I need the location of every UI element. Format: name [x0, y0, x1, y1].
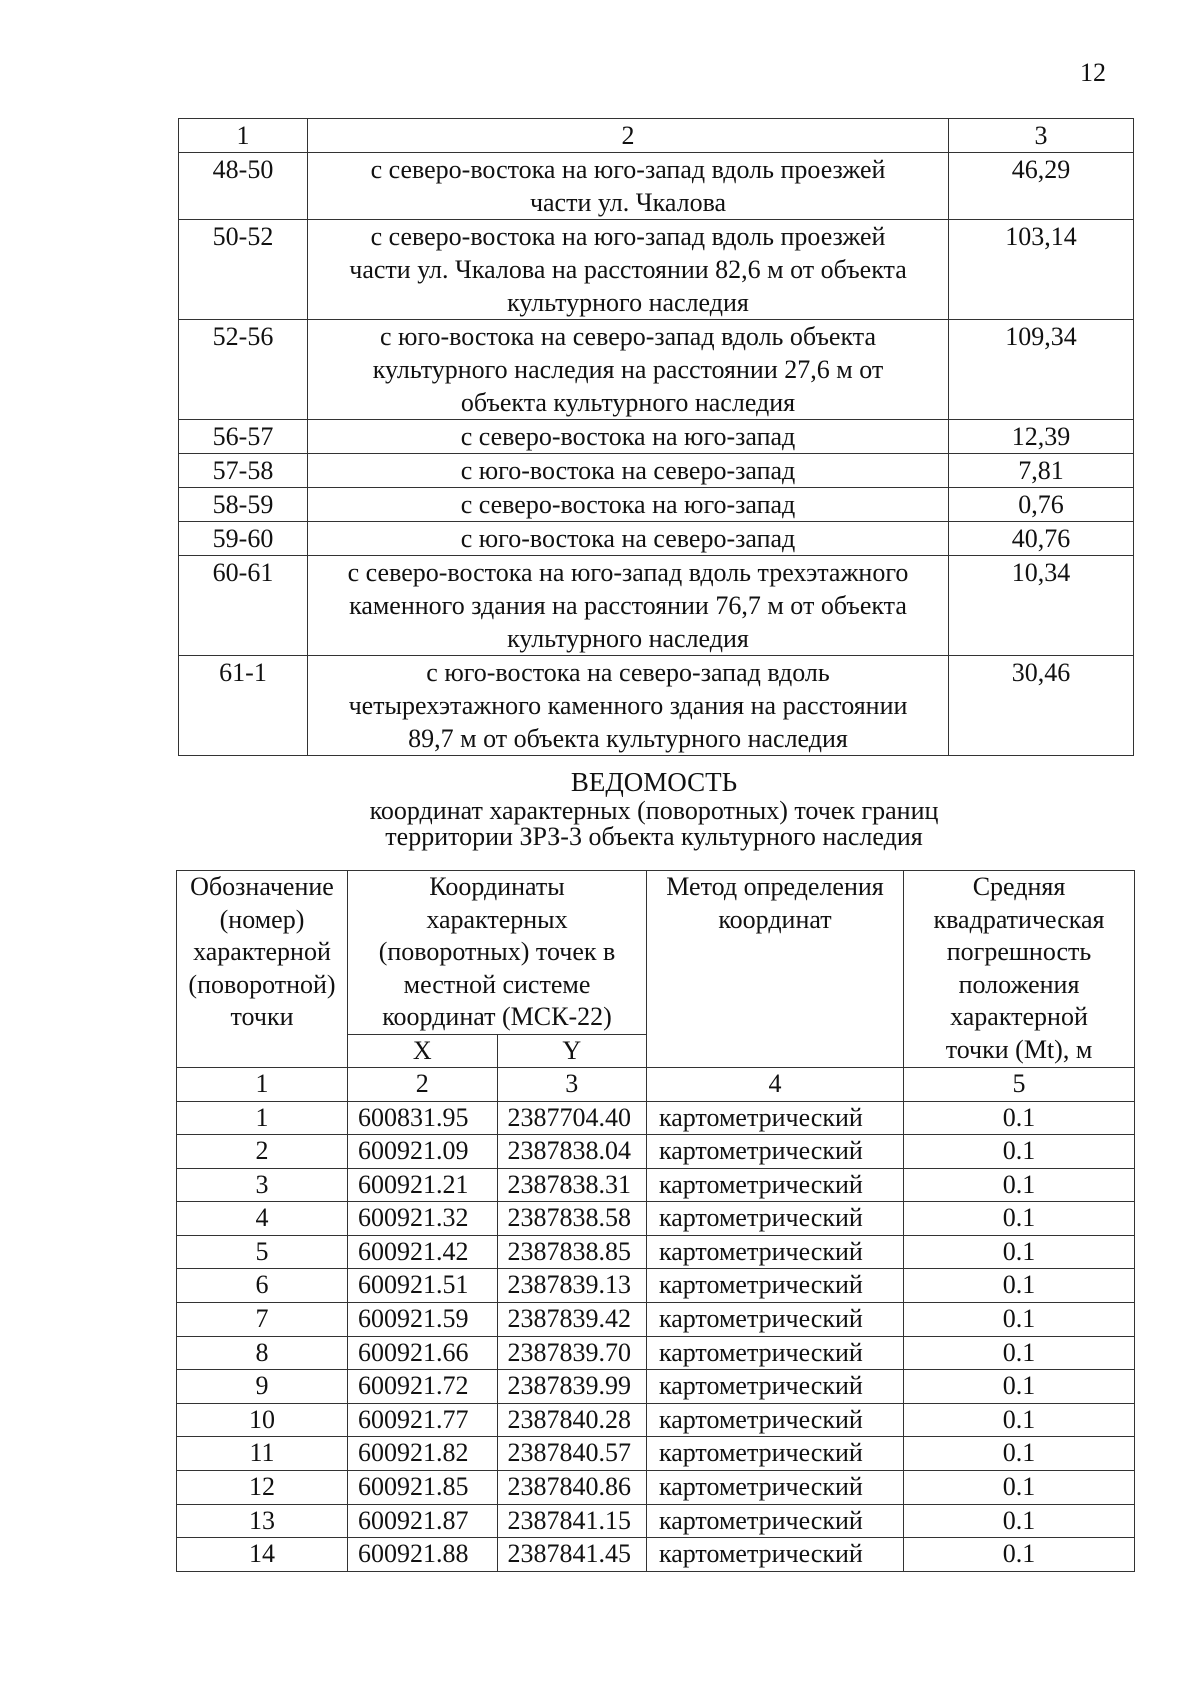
method-cell: картометрический	[647, 1168, 904, 1202]
error-cell: 0.1	[904, 1202, 1135, 1236]
length-cell: 40,76	[949, 522, 1134, 556]
x-coordinate-cell: 600921.32	[348, 1202, 498, 1236]
x-coordinate-cell: 600921.66	[348, 1336, 498, 1370]
segment-cell: 57-58	[179, 454, 308, 488]
error-cell: 0.1	[904, 1403, 1135, 1437]
description-line: с юго-востока на северо-запад вдоль объекта	[380, 322, 876, 351]
segment-cell: 50-52	[179, 220, 308, 320]
method-cell: картометрический	[647, 1202, 904, 1236]
point-cell: 12	[177, 1471, 348, 1505]
point-cell: 4	[177, 1202, 348, 1236]
length-cell: 30,46	[949, 656, 1134, 756]
x-coordinate-cell: 600921.51	[348, 1269, 498, 1303]
segment-cell: 59-60	[179, 522, 308, 556]
length-cell: 109,34	[949, 320, 1134, 420]
description-line: культурного наследия на расстоянии 27,6 м от	[372, 355, 884, 384]
table-row	[177, 1303, 1135, 1337]
x-coordinate-cell: 600921.85	[348, 1471, 498, 1505]
table-row	[177, 1504, 1135, 1538]
y-coordinate-cell: 2387841.45	[497, 1538, 647, 1572]
description-line: части ул. Чкалова	[529, 188, 727, 217]
table-row	[177, 1269, 1135, 1303]
header-line: точки (Mt), м	[945, 1034, 1093, 1064]
x-coordinate-cell: 600921.59	[348, 1303, 498, 1337]
description-line: с северо-востока на юго-запад вдоль проезжей	[370, 222, 886, 251]
table-row	[179, 522, 1134, 556]
table-row	[177, 1168, 1135, 1202]
header-line: погрешность	[946, 937, 1092, 966]
header-point-designation	[177, 871, 348, 1068]
point-cell: 7	[177, 1303, 348, 1337]
table-row	[179, 656, 1134, 756]
method-cell: картометрический	[647, 1101, 904, 1135]
error-cell: 0.1	[904, 1168, 1135, 1202]
column-header: 1	[179, 119, 308, 153]
description-line: 89,7 м от объекта культурного наследия	[408, 724, 848, 753]
error-cell: 0.1	[904, 1437, 1135, 1471]
segment-cell: 58-59	[179, 488, 308, 522]
header-line: координат	[718, 904, 832, 934]
description-line: с юго-востока на северо-запад вдоль	[426, 658, 830, 687]
table-row	[177, 1403, 1135, 1437]
error-cell: 0.1	[904, 1303, 1135, 1337]
error-cell: 0.1	[904, 1504, 1135, 1538]
description-line: культурного наследия	[507, 624, 749, 653]
description-line: с северо-востока на юго-запад вдоль проезжей	[370, 155, 886, 184]
table-row	[177, 1370, 1135, 1404]
segment-cell: 61-1	[179, 656, 308, 756]
coordinates-header-row	[177, 871, 1135, 1035]
y-coordinate-cell: 2387838.04	[497, 1135, 647, 1169]
description-cell	[308, 220, 949, 320]
error-cell: 0.1	[904, 1538, 1135, 1572]
table-row	[177, 1135, 1135, 1169]
point-cell: 6	[177, 1269, 348, 1303]
header-line: характерной	[193, 937, 331, 966]
method-cell: картометрический	[647, 1235, 904, 1269]
error-cell: 0.1	[904, 1235, 1135, 1269]
y-coordinate-cell: 2387704.40	[497, 1101, 647, 1135]
point-cell: 8	[177, 1336, 348, 1370]
description-line: культурного наследия	[507, 288, 749, 317]
method-cell: картометрический	[647, 1403, 904, 1437]
description-cell	[308, 320, 949, 420]
header-line: положения	[958, 969, 1080, 999]
description-line: с северо-востока на юго-запад	[460, 422, 796, 451]
x-coordinate-cell: 600831.95	[348, 1101, 498, 1135]
y-coordinate-cell: 2387839.13	[497, 1269, 647, 1303]
method-cell: картометрический	[647, 1370, 904, 1404]
point-cell: 10	[177, 1403, 348, 1437]
length-cell: 10,34	[949, 556, 1134, 656]
description-line: части ул. Чкалова на расстоянии 82,6 м от объекта	[349, 255, 907, 284]
segment-cell: 60-61	[179, 556, 308, 656]
method-cell: картометрический	[647, 1135, 904, 1169]
header-method	[647, 871, 904, 1068]
column-number: 2	[348, 1068, 498, 1102]
y-coordinate-cell: 2387840.57	[497, 1437, 647, 1471]
point-cell: 2	[177, 1135, 348, 1169]
table-row	[179, 320, 1134, 420]
column-header: 3	[949, 119, 1134, 153]
table-row	[177, 1471, 1135, 1505]
point-cell: 1	[177, 1101, 348, 1135]
statement-subtitle-line-2: территории ЗРЗ-3 объекта культурного наследия	[385, 822, 923, 851]
error-cell: 0.1	[904, 1370, 1135, 1404]
x-coordinate-cell: 600921.09	[348, 1135, 498, 1169]
error-cell: 0.1	[904, 1135, 1135, 1169]
method-cell: картометрический	[647, 1471, 904, 1505]
y-coordinate-cell: 2387838.85	[497, 1235, 647, 1269]
length-cell: 0,76	[949, 488, 1134, 522]
table-row	[179, 220, 1134, 320]
point-cell: 5	[177, 1235, 348, 1269]
x-coordinate-cell: 600921.72	[348, 1370, 498, 1404]
x-coordinate-cell: 600921.88	[348, 1538, 498, 1572]
method-cell: картометрический	[647, 1504, 904, 1538]
boundary-segments-table	[178, 118, 1134, 756]
column-numbers-row	[177, 1068, 1135, 1102]
error-cell: 0.1	[904, 1101, 1135, 1135]
error-cell: 0.1	[904, 1336, 1135, 1370]
x-coordinate-cell: 600921.21	[348, 1168, 498, 1202]
x-coordinate-cell: 600921.42	[348, 1235, 498, 1269]
description-line: четырехэтажного каменного здания на расстоянии	[348, 691, 908, 720]
y-coordinate-cell: 2387840.86	[497, 1471, 647, 1505]
coordinates-table	[176, 870, 1135, 1572]
statement-title: ВЕДОМОСТЬ	[570, 767, 738, 797]
table-header-row	[179, 119, 1134, 153]
header-mean-square-error	[904, 871, 1135, 1068]
y-coordinate-cell: 2387839.70	[497, 1336, 647, 1370]
segment-cell: 56-57	[179, 420, 308, 454]
y-coordinate-cell: 2387840.28	[497, 1403, 647, 1437]
table-row	[179, 420, 1134, 454]
description-cell	[308, 522, 949, 556]
table-row	[179, 454, 1134, 488]
method-cell: картометрический	[647, 1437, 904, 1471]
x-coordinate-cell: 600921.87	[348, 1504, 498, 1538]
table-row	[179, 153, 1134, 220]
description-cell	[308, 454, 949, 488]
error-cell: 0.1	[904, 1471, 1135, 1505]
length-cell: 46,29	[949, 153, 1134, 220]
description-cell	[308, 656, 949, 756]
column-number: 5	[904, 1068, 1135, 1102]
coordinates-body	[177, 1101, 1135, 1571]
method-cell: картометрический	[647, 1538, 904, 1572]
table-row	[179, 488, 1134, 522]
segment-cell: 52-56	[179, 320, 308, 420]
x-coordinate-cell: 600921.77	[348, 1403, 498, 1437]
header-line: Средняя	[972, 872, 1066, 901]
point-cell: 11	[177, 1437, 348, 1471]
header-y: Y	[497, 1034, 647, 1068]
header-line: местной системе	[403, 969, 591, 999]
method-cell: картометрический	[647, 1303, 904, 1337]
point-cell: 9	[177, 1370, 348, 1404]
header-line: точки	[230, 1002, 294, 1031]
description-line: с северо-востока на юго-запад вдоль трехэтажного	[347, 558, 909, 587]
header-line: (поворотной)	[188, 969, 336, 999]
error-cell: 0.1	[904, 1269, 1135, 1303]
length-cell: 103,14	[949, 220, 1134, 320]
table-row	[177, 1202, 1135, 1236]
header-line: (поворотных) точек в	[378, 937, 616, 966]
length-cell: 7,81	[949, 454, 1134, 488]
description-cell	[308, 488, 949, 522]
y-coordinate-cell: 2387838.31	[497, 1168, 647, 1202]
column-number: 3	[497, 1068, 647, 1102]
x-coordinate-cell: 600921.82	[348, 1437, 498, 1471]
column-number: 1	[177, 1068, 348, 1102]
column-number: 4	[647, 1068, 904, 1102]
y-coordinate-cell: 2387839.42	[497, 1303, 647, 1337]
point-cell: 3	[177, 1168, 348, 1202]
description-cell	[308, 556, 949, 656]
description-line: каменного здания на расстоянии 76,7 м от объекта	[349, 591, 907, 620]
y-coordinate-cell: 2387838.58	[497, 1202, 647, 1236]
description-cell	[308, 420, 949, 454]
header-line: координат (МСК-22)	[382, 1002, 612, 1031]
y-coordinate-cell: 2387839.99	[497, 1370, 647, 1404]
boundary-segments-body	[179, 153, 1134, 756]
description-line: с юго-востока на северо-запад	[460, 456, 796, 485]
description-cell	[308, 153, 949, 220]
header-line: характерных	[426, 904, 568, 934]
point-cell: 14	[177, 1538, 348, 1572]
description-line: с северо-востока на юго-запад	[460, 490, 796, 519]
method-cell: картометрический	[647, 1269, 904, 1303]
header-line: Метод определения	[666, 872, 884, 901]
table-row	[177, 1101, 1135, 1135]
table-row	[177, 1437, 1135, 1471]
column-header: 2	[308, 119, 949, 153]
y-coordinate-cell: 2387841.15	[497, 1504, 647, 1538]
method-cell: картометрический	[647, 1336, 904, 1370]
page-number: 12	[1080, 58, 1106, 87]
length-cell: 12,39	[949, 420, 1134, 454]
header-x: X	[348, 1034, 498, 1068]
description-line: с юго-востока на северо-запад	[460, 524, 796, 553]
header-line: (номер)	[219, 904, 305, 934]
table-row	[177, 1336, 1135, 1370]
description-line: объекта культурного наследия	[460, 388, 796, 417]
table-row	[179, 556, 1134, 656]
header-coordinates	[348, 871, 647, 1035]
statement-subtitle-line-1: координат характерных (поворотных) точек границ	[369, 796, 939, 825]
header-line: Обозначение	[190, 872, 334, 901]
header-line: квадратическая	[933, 904, 1105, 934]
table-row	[177, 1538, 1135, 1572]
header-line: характерной	[950, 1002, 1088, 1031]
statement-heading	[178, 766, 1130, 850]
point-cell: 13	[177, 1504, 348, 1538]
header-line: Координаты	[429, 872, 565, 901]
segment-cell: 48-50	[179, 153, 308, 220]
table-row	[177, 1235, 1135, 1269]
